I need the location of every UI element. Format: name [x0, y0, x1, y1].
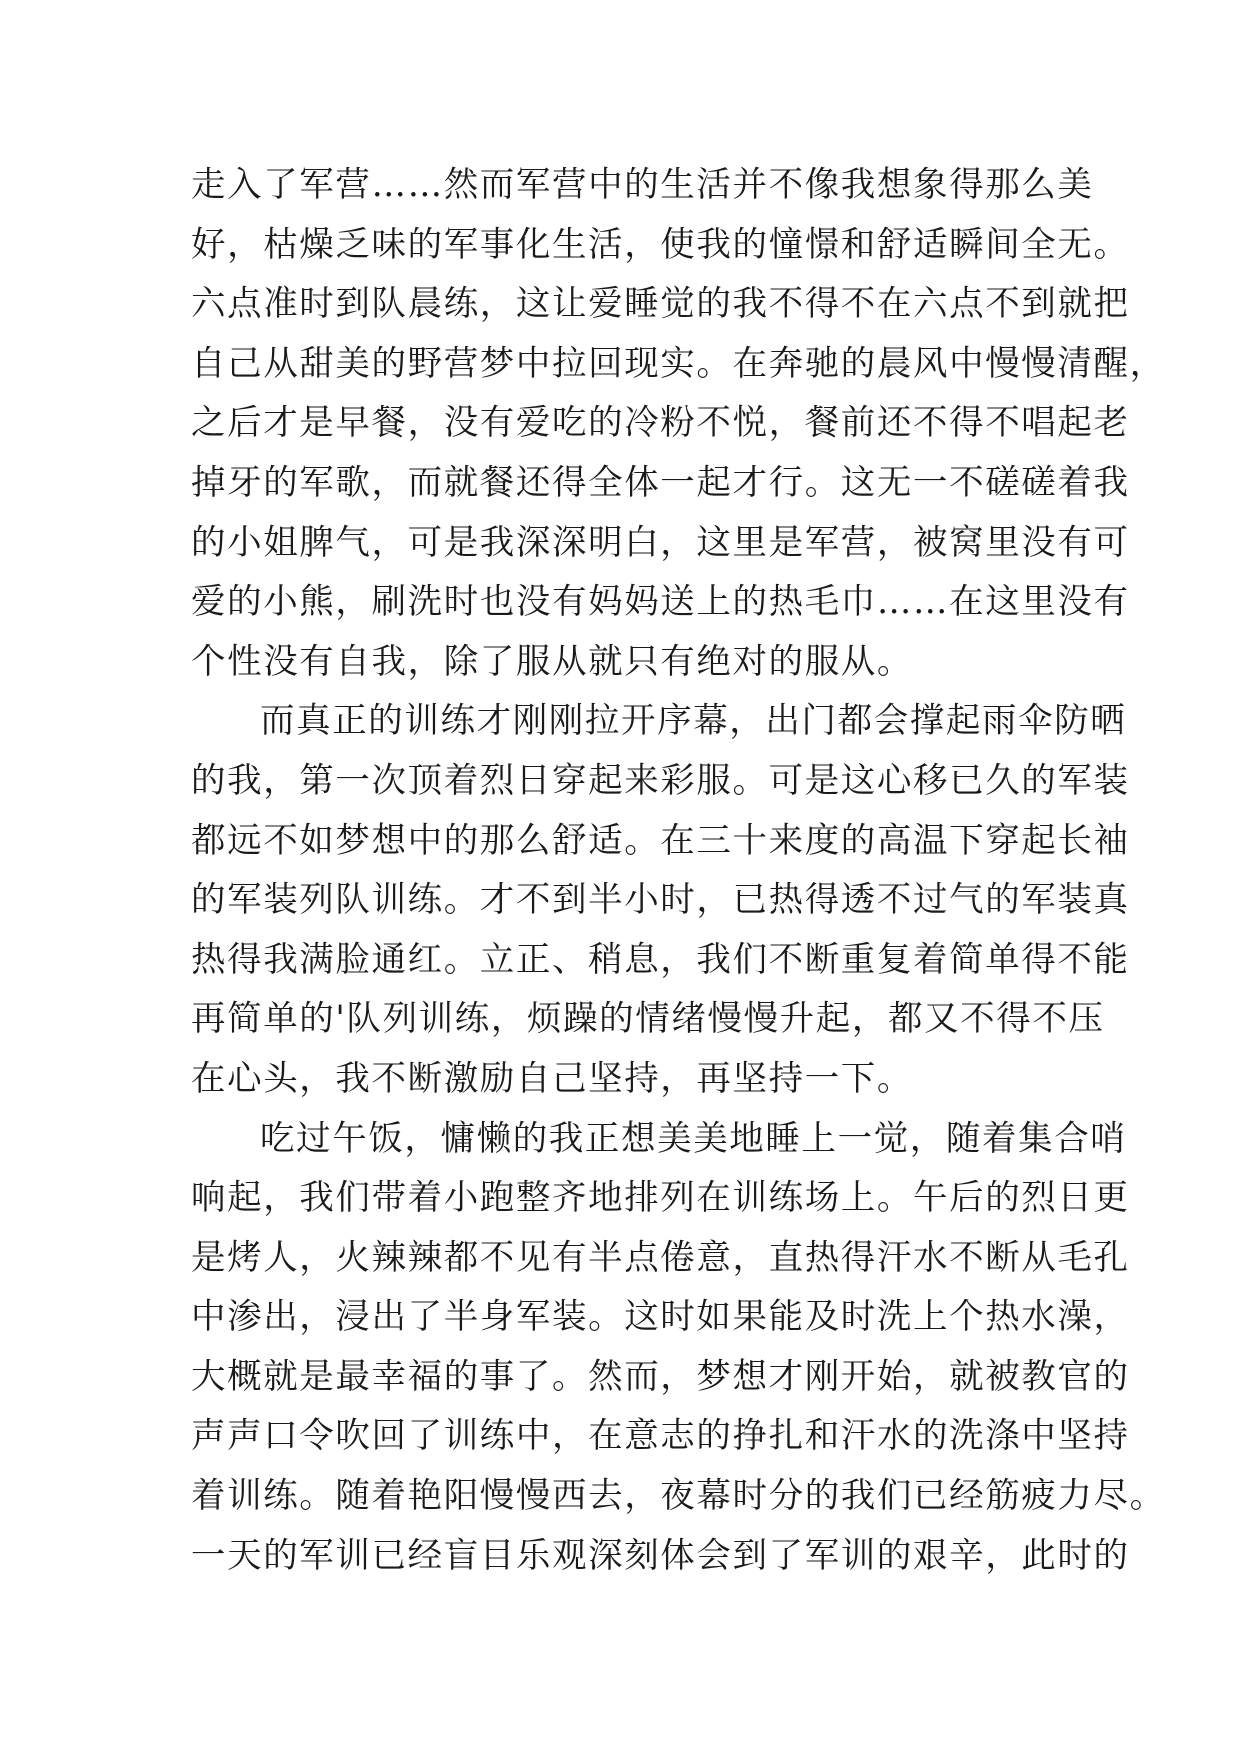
paragraph-start-line: 而真正的训练才刚刚拉开序幕，出门都会撑起雨伞防晒: [260, 701, 1127, 742]
text-line: 个性没有自我，除了服从就只有绝对的服从。: [191, 641, 913, 682]
text-line: 中渗出，浸出了半身军装。这时如果能及时洗上个热水澡，: [191, 1297, 1130, 1338]
text-line: 一天的军训已经盲目乐观深刻体会到了军训的艰辛，此时的: [191, 1535, 1130, 1576]
text-line: 自己从甜美的野营梦中拉回现实。在奔驰的晨风中慢慢清醒，: [191, 343, 1166, 384]
text-line: 六点准时到队晨练，这让爱睡觉的我不得不在六点不到就把: [191, 284, 1130, 325]
text-line: 掉牙的军歌，而就餐还得全体一起才行。这无一不磋磋着我: [191, 462, 1130, 503]
paragraph-start-line: 吃过午饭，慵懒的我正想美美地睡上一觉，随着集合哨: [260, 1118, 1127, 1159]
text-line: 热得我满脸通红。立正、稍息，我们不断重复着简单得不能: [191, 939, 1130, 980]
text-line: 大概就是最幸福的事了。然而，梦想才刚开始，就被教官的: [191, 1356, 1130, 1397]
text-line: 是烤人，火辣辣都不见有半点倦意，直热得汗水不断从毛孔: [191, 1237, 1130, 1278]
text-line: 再简单的'队列训练，烦躁的情绪慢慢升起，都又不得不压: [191, 999, 1105, 1040]
text-line: 的我，第一次顶着烈日穿起来彩服。可是这心移已久的军装: [191, 760, 1130, 801]
text-line: 声声口令吹回了训练中，在意志的挣扎和汗水的洗涤中坚持: [191, 1416, 1130, 1457]
text-line: 响起，我们带着小跑整齐地排列在训练场上。午后的烈日更: [191, 1178, 1130, 1219]
text-line: 着训练。随着艳阳慢慢西去，夜幕时分的我们已经筋疲力尽。: [191, 1476, 1166, 1517]
text-line: 在心头，我不断激励自己坚持，再坚持一下。: [191, 1058, 913, 1099]
essay-body-text: [191, 156, 1166, 1586]
text-line: 好，枯燥乏味的军事化生活，使我的憧憬和舒适瞬间全无。: [191, 224, 1130, 265]
text-line: 走入了军营……然而军营中的生活并不像我想象得那么美: [191, 165, 1094, 205]
text-line: 爱的小熊，刷洗时也没有妈妈送上的热毛巾……在这里没有: [191, 582, 1130, 623]
text-line: 的小姐脾气，可是我深深明白，这里是军营，被窝里没有可: [191, 522, 1130, 563]
text-line: 之后才是早餐，没有爱吃的冷粉不悦，餐前还不得不唱起老: [191, 403, 1130, 444]
text-line: 的军装列队训练。才不到半小时，已热得透不过气的军装真: [191, 880, 1130, 921]
text-line: 都远不如梦想中的那么舒适。在三十来度的高温下穿起长袖: [191, 820, 1130, 861]
